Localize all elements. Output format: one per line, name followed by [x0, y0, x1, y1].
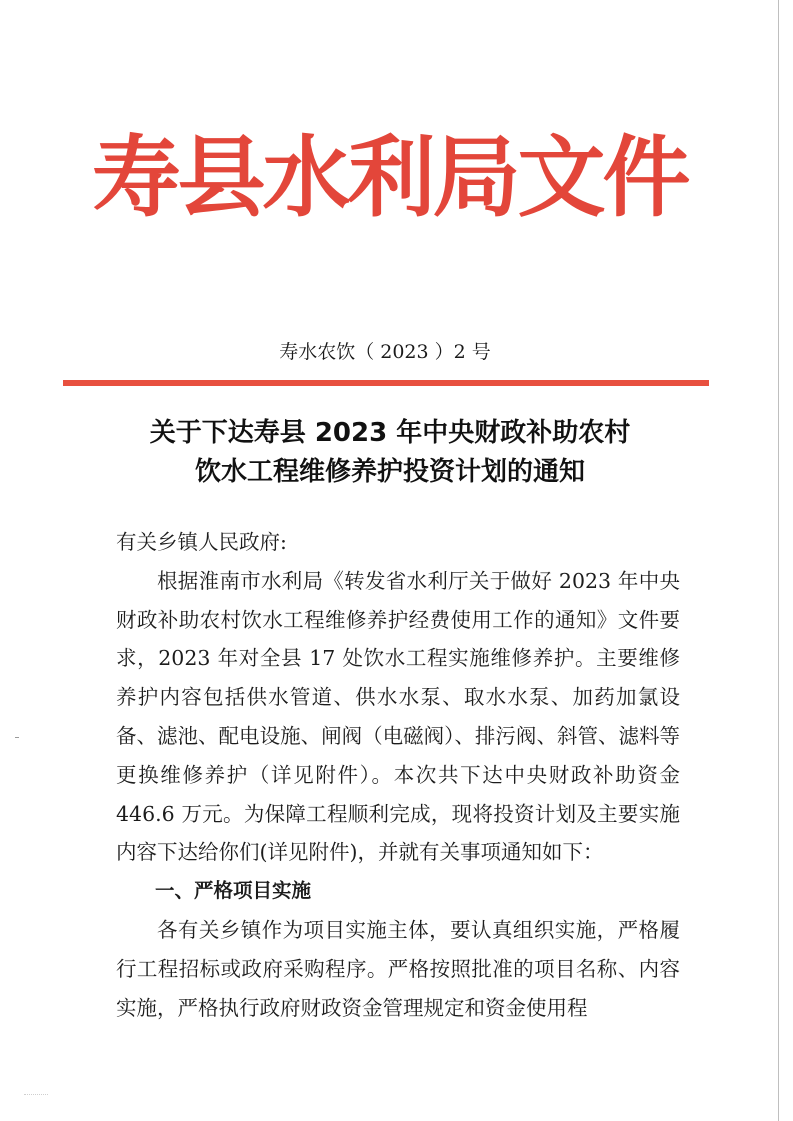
document-body	[116, 523, 680, 1027]
title-line-1: 关于下达寿县 2023 年中央财政补助农村	[149, 418, 631, 448]
paragraph-1: 根据淮南市水利局《转发省水利厅关于做好 2023 年中央财政补助农村饮水工程维修养护经费使用工作的通知》文件要求，2023 年对全县 17 处饮水工程实施维修养护。主要维修养护内容包括供水管道、供水水泵、取水水泵、加药加氯设备、滤池、配电设施、闸阀（电磁阀）、排污阀、斜管、滤料等更换维修养护（详见附件）。本次共下达中央财政补助资金 446.6 万元。为保障工程顺利完成，现将投资计划及主要实施内容下达给你们(详见附件)，并就有关事项通知如下：	[116, 568, 680, 865]
document-title	[90, 414, 690, 492]
document-number: 寿水农饮（ 2023 ）2 号	[279, 341, 491, 363]
section-1-heading: 一、严格项目实施	[155, 879, 312, 903]
title-line-2: 饮水工程维修养护投资计划的通知	[194, 457, 585, 487]
masthead: 寿县水利局文件	[92, 126, 688, 229]
red-divider	[63, 380, 709, 386]
section-1-paragraph: 各有关乡镇作为项目实施主体，要认真组织实施，严格履行工程招标或政府采购程序。严格按照批准的项目名称、内容实施，严格执行政府财政资金管理规定和资金使用程	[116, 917, 680, 1020]
margin-mark	[15, 737, 19, 738]
scan-edge-line	[778, 0, 779, 1121]
corner-mark	[24, 1094, 48, 1109]
salutation: 有关乡镇人民政府:	[116, 530, 287, 554]
